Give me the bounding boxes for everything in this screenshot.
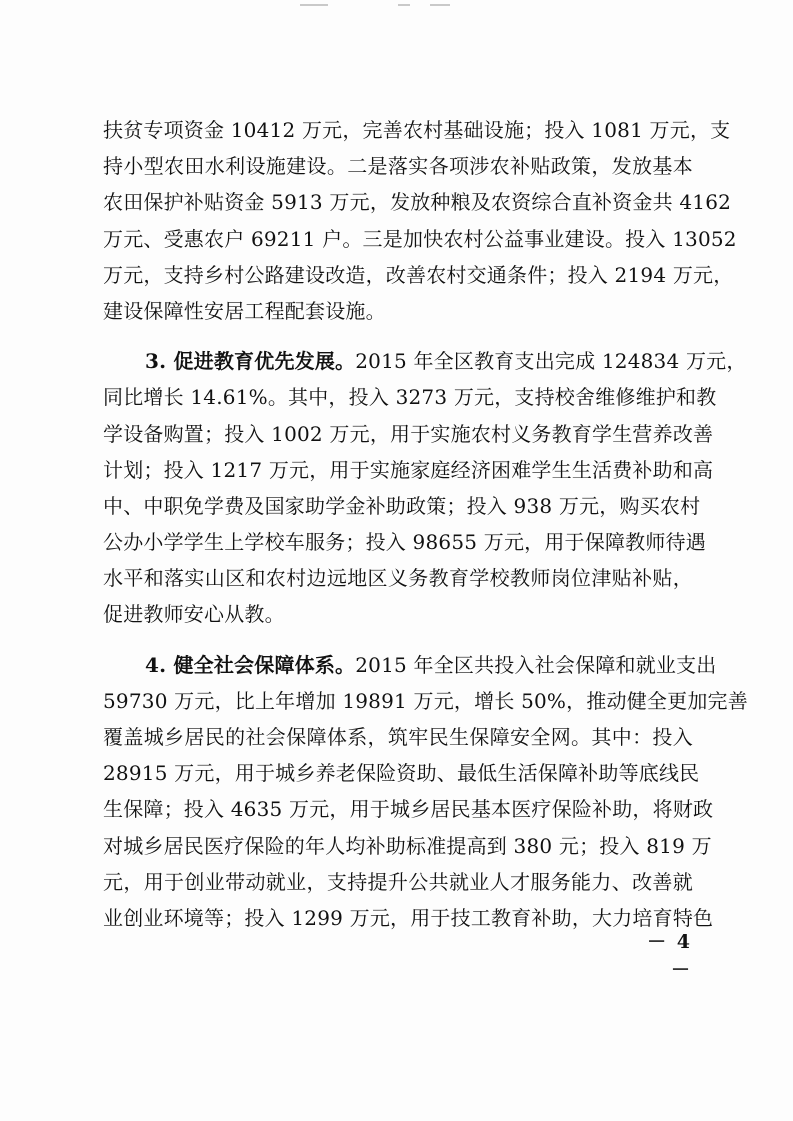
text-line: 学设备购置；投入 1002 万元，用于实施农村义务教育学生营养改善 <box>103 421 714 446</box>
text-line: 扶贫专项资金 10412 万元，完善农村基础设施；投入 1081 万元，支 <box>103 118 731 142</box>
section-first-line <box>103 343 747 379</box>
document-body <box>103 112 748 936</box>
section-heading: 3. 促进教育优先发展。 <box>145 349 356 374</box>
text-line: 覆盖城乡居民的社会保障体系，筑牢民生保障安全网。其中：投入 <box>103 725 693 749</box>
page-number: － 4 － <box>647 931 692 981</box>
section-social-security <box>103 647 748 937</box>
scan-mark <box>398 4 410 6</box>
section-first-line <box>103 647 717 683</box>
text-line: 同比增长 14.61%。其中，投入 3273 万元，支持校舍维修维护和教 <box>103 385 717 410</box>
text-line: 万元、受惠农户 69211 户。三是加快农村公益事业建设。投入 13052 <box>103 226 737 251</box>
text-line: 元，用于创业带动就业，支持提升公共就业人才服务能力、改善就 <box>103 869 693 894</box>
text-line: 水平和落实山区和农村边远地区义务教育学校教师岗位津贴补贴， <box>103 566 693 591</box>
scan-mark <box>430 4 450 6</box>
text-line: 建设保障性安居工程配套设施。 <box>103 298 386 323</box>
text-line: 28915 万元，用于城乡养老保险资助、最低生活保障补助等底线民 <box>103 761 700 786</box>
text-line: 促进教师安心从教。 <box>103 602 285 627</box>
text-span: 2015 年全区教育支出完成 124834 万元， <box>355 349 747 374</box>
text-line: 业创业环境等；投入 1299 万元，用于技工教育补助，大力培育特色 <box>103 905 714 930</box>
text-line: 59730 万元，比上年增加 19891 万元，增长 50%，推动健全更加完善 <box>103 688 748 713</box>
text-line: 持小型农田水利设施建设。二是落实各项涉农补贴政策，发放基本 <box>103 154 693 179</box>
text-line: 对城乡居民医疗保险的年人均补助标准提高到 380 元；投入 819 万 <box>103 833 712 858</box>
text-line: 公办小学学生上学校车服务；投入 98655 万元，用于保障教师待遇 <box>103 530 706 555</box>
text-line: 万元，支持乡村公路建设改造，改善农村交通条件；投入 2194 万元， <box>103 262 734 287</box>
section-heading: 4. 健全社会保障体系。 <box>145 652 356 677</box>
scan-mark <box>300 4 328 6</box>
text-line: 计划；投入 1217 万元，用于实施家庭经济困难学生生活费补助和高 <box>103 457 714 482</box>
paragraph-rural-support <box>103 112 737 329</box>
paragraph-gap <box>103 329 693 343</box>
text-line: 生保障；投入 4635 万元，用于城乡居民基本医疗保险补助，将财政 <box>103 797 714 822</box>
text-span: 2015 年全区共投入社会保障和就业支出 <box>355 652 717 677</box>
text-line: 农田保护补贴资金 5913 万元，发放种粮及农资综合直补资金共 4162 <box>103 190 732 215</box>
paragraph-gap <box>103 633 693 647</box>
text-line: 中、中职免学费及国家助学金补助政策；投入 938 万元，购买农村 <box>103 493 701 518</box>
section-education <box>103 343 747 633</box>
